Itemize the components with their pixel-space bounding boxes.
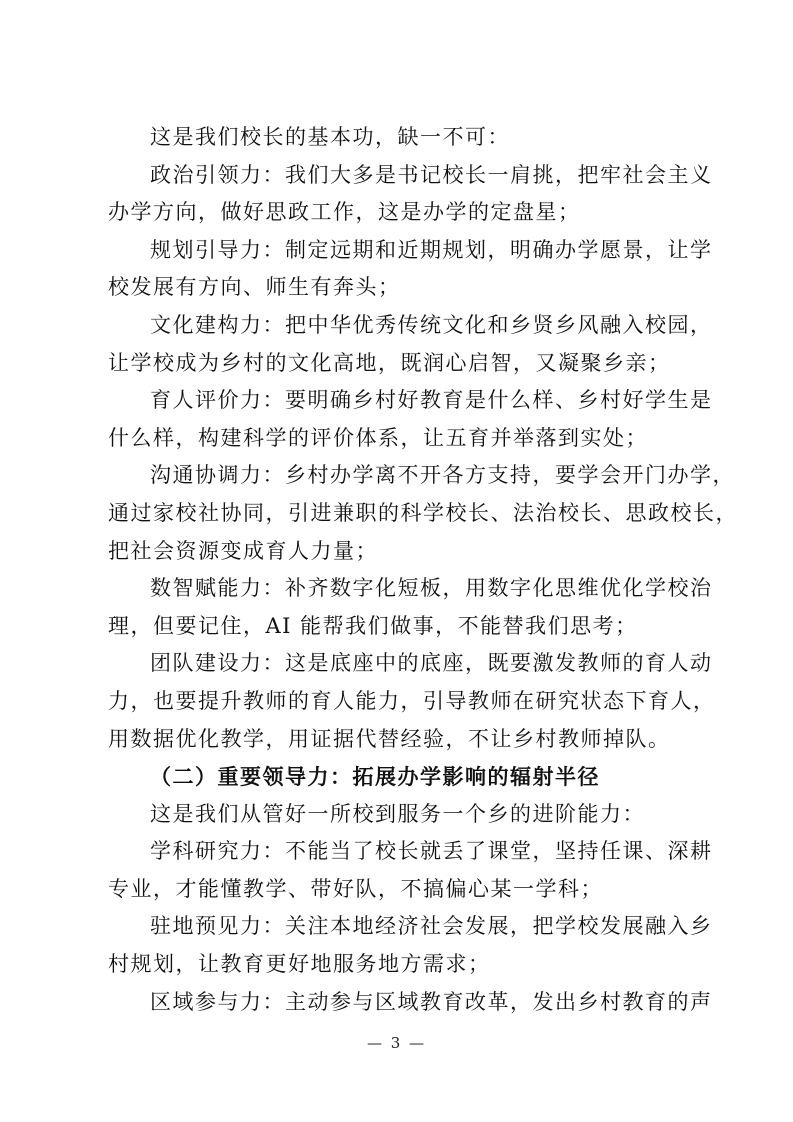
text-line: 通过家校社协同，引进兼职的科学校长、法治校长、思政校长， xyxy=(108,500,738,525)
text-line: 力，也要提升教师的育人能力，引导教师在研究状态下育人， xyxy=(108,688,716,713)
text-line: 育人评价力：要明确乡村好教育是什么样、乡村好学生是 xyxy=(150,388,713,413)
paragraph xyxy=(108,119,693,157)
paragraph xyxy=(108,645,716,758)
paragraph xyxy=(108,984,713,1022)
text-line: 驻地预见力：关注本地经济社会发展，把学校发展融入乡 xyxy=(150,914,713,939)
paragraph xyxy=(108,570,713,645)
page-number: — 3 — xyxy=(366,1034,427,1052)
text-line: 区域参与力：主动参与区域教育改革，发出乡村教育的声 xyxy=(150,989,713,1014)
paragraph xyxy=(108,908,713,983)
text-line: 文化建构力：把中华优秀传统文化和乡贤乡风融入校园， xyxy=(150,312,713,337)
text-line: 这是我们从管好一所校到服务一个乡的进阶能力： xyxy=(150,801,645,826)
text-line: 规划引导力：制定远期和近期规划，明确办学愿景，让学 xyxy=(150,237,713,262)
text-line: 沟通协调力：乡村办学离不开各方支持，要学会开门办学， xyxy=(150,463,735,488)
document-body xyxy=(108,119,738,1021)
text-line: 用数据优化教学，用证据代替经验，不让乡村教师掉队。 xyxy=(108,726,671,751)
text-line: 这是我们校长的基本功，缺一不可： xyxy=(150,125,510,149)
text-line: 让学校成为乡村的文化高地，既润心启智，又凝聚乡亲； xyxy=(108,350,671,375)
text-line: 村规划，让教育更好地服务地方需求； xyxy=(108,952,491,977)
text-line: 专业，才能懂教学、带好队，不搞偏心某一学科； xyxy=(108,876,603,901)
text-line: 数智赋能力：补齐数字化短板，用数字化思维优化学校治 xyxy=(150,576,713,601)
paragraph xyxy=(108,457,738,570)
paragraph xyxy=(108,796,693,834)
text-line: 把社会资源变成育人力量； xyxy=(108,538,378,563)
text-line: （二）重要领导力：拓展办学影响的辐射半径 xyxy=(150,764,600,790)
text-line: 理，但要记住，AI 能帮我们做事，不能替我们思考； xyxy=(108,613,638,638)
paragraph xyxy=(108,382,713,457)
paragraph xyxy=(108,232,713,307)
paragraph xyxy=(108,157,713,232)
text-line: 办学方向，做好思政工作，这是办学的定盘星； xyxy=(108,200,581,225)
text-line: 什么样，构建科学的评价体系，让五育并举落到实处； xyxy=(108,425,648,450)
text-line: 校发展有方向、师生有奔头； xyxy=(108,275,401,300)
text-line: 团队建设力：这是底座中的底座，既要激发教师的育人动 xyxy=(150,651,713,676)
text-line: 政治引领力：我们大多是书记校长一肩挑，把牢社会主义 xyxy=(150,162,713,187)
paragraph xyxy=(108,833,713,908)
paragraph xyxy=(108,307,713,382)
text-line: 学科研究力：不能当了校长就丢了课堂，坚持任课、深耕 xyxy=(150,839,713,864)
section-heading xyxy=(108,758,693,796)
